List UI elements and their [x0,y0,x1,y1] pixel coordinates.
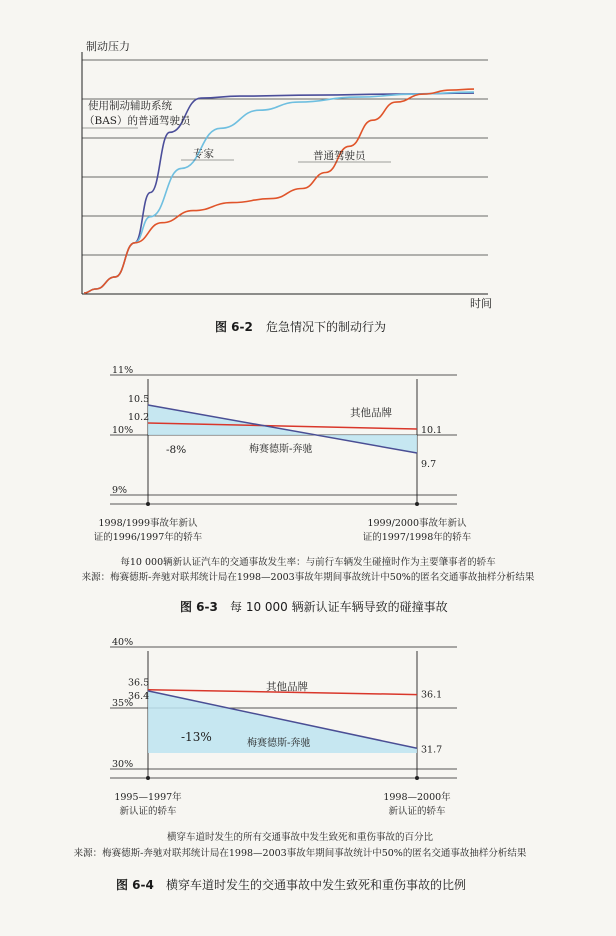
fig2-note: 每10 000辆新认证汽车的交通事故发生率：与前行车辆发生碰撞时作为主要肇事者的轿车 [120,557,496,568]
fig3-caption-text: 横穿车道时发生的交通事故中发生致死和重伤事故的比例 [166,878,467,892]
fig1-label-normal: 普通驾驶员 [313,150,366,162]
fig3-series-label-other: 其他品牌 [266,681,308,693]
fig1-caption-label: 图 6-2 [215,320,253,334]
fig3-source: 来源：梅赛德斯-奔驰对联邦统计局在1998—2003事故年期间事故统计中50%的匿名交通事故抽样分析结果 [73,848,527,859]
fig2-ytick-label: 9% [112,485,128,496]
fig3-category-label: 1995—1997年 [114,792,182,803]
fig3-category-label: 1998—2000年 [383,792,451,803]
fig2-value-label: 10.2 [128,412,150,423]
fig2-series-label-other: 其他品牌 [350,407,392,419]
fig2-ytick-label: 11% [112,365,134,376]
fig1-y-axis-label: 制动压力 [86,40,130,53]
fig3-category-label: 新认证的轿车 [388,806,446,817]
fig1-label-bas-line2: （BAS）的普通驾驶员 [84,115,191,127]
fig2-source: 来源：梅赛德斯-奔驰对联邦统计局在1998—2003事故年期间事故统计中50%的匿名交通事故抽样分析结果 [81,572,535,583]
fig3-value-label: 36.1 [421,689,443,701]
fig2-series-label-mercedes: 梅赛德斯-奔驰 [249,444,313,455]
fig1-label-bas-line1: 使用制动辅助系统 [88,100,172,112]
fig3-annotation: -13% [181,730,212,744]
fig2-ytick-label: 10% [112,425,134,436]
fig3-value-label: 31.7 [421,744,443,756]
fig1-caption-text: 危急情况下的制动行为 [266,320,387,334]
fig2-caption-text: 每 10 000 辆新认证车辆导致的碰撞事故 [230,600,448,614]
fig3-ytick-label: 40% [112,637,134,648]
fig3-y-ticks [112,637,133,770]
fig1-x-axis-label: 时间 [470,297,492,310]
fig3-value-label: 36.5 [128,677,150,689]
fig2-annotation: -8% [166,444,187,456]
fig2-value-label: 10.5 [128,394,150,405]
fig2-caption-label: 图 6-3 [180,600,218,614]
figure-6-2 [82,39,492,334]
fig2-category-label: 1999/2000事故年新认 [367,518,467,529]
fig3-note: 横穿车道时发生的所有交通事故中发生致死和重伤事故的百分比 [166,832,434,843]
figure-6-3 [82,365,535,614]
figure-6-4 [74,637,527,892]
fig2-category-label: 1998/1999事故年新认 [98,518,198,529]
fig3-category-label: 新认证的轿车 [119,806,177,817]
fig3-ytick-label: 30% [112,759,134,770]
fig3-value-label: 36.4 [128,690,150,702]
fig2-category-label: 证的1996/1997年的轿车 [93,532,203,543]
fig2-category-labels [94,517,472,543]
fig2-value-label: 10.1 [421,425,443,436]
fig2-y-ticks [112,365,133,496]
fig2-value-label: 9.7 [421,459,437,470]
fig1-gridlines [82,60,488,255]
fig3-ytick-label: 35% [112,698,134,709]
fig3-category-labels [114,791,451,817]
fig3-series-label-mercedes: 梅赛德斯-奔驰 [247,738,311,749]
fig1-label-expert: 专家 [193,148,214,160]
fig2-category-label: 证的1997/1998年的轿车 [362,532,472,543]
fig3-caption-label: 图 6-4 [116,878,154,892]
